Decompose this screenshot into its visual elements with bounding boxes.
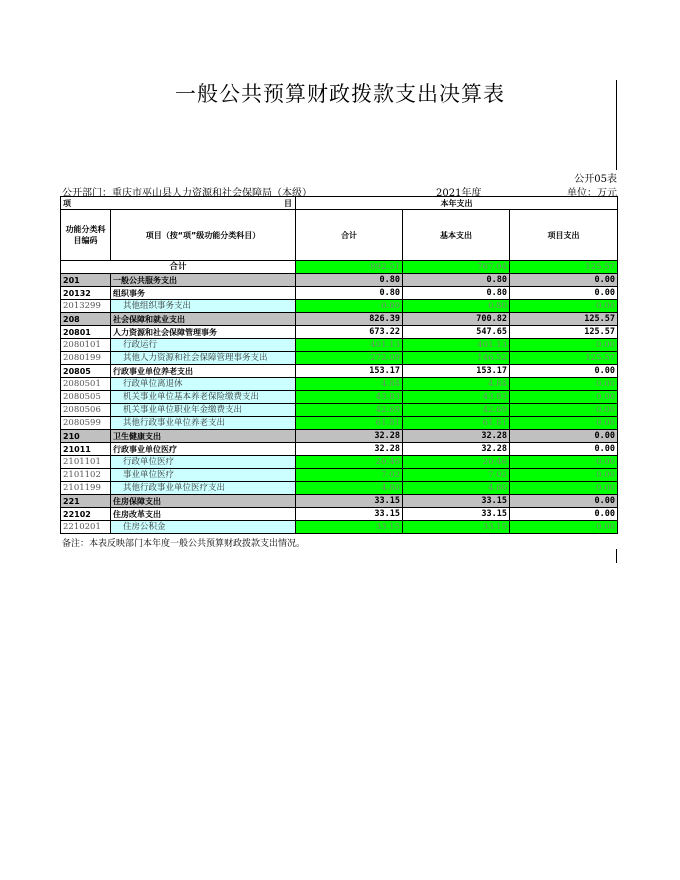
row-project: 0.00 (510, 456, 618, 469)
row-basic: 0.80 (403, 274, 510, 287)
row-total: 32.28 (296, 430, 403, 443)
header-row-1 (61, 197, 618, 210)
row-total: 42.69 (296, 404, 403, 417)
row-total: 61.81 (296, 417, 403, 430)
row-project: 0.00 (510, 443, 618, 456)
row-basic: 0.80 (403, 300, 510, 313)
row-code: 2080505 (61, 391, 111, 404)
table-row (61, 339, 618, 352)
row-code: 208 (61, 313, 111, 326)
current-year-header: 本年支出 (296, 197, 618, 210)
total-label: 合计 (61, 261, 296, 274)
row-code: 2101199 (61, 482, 111, 495)
row-name: 行政单位医疗 (111, 456, 296, 469)
table-row (61, 469, 618, 482)
row-total: 4.84 (296, 378, 403, 391)
row-project: 0.00 (510, 365, 618, 378)
row-total: 33.15 (296, 521, 403, 534)
row-total: 0.80 (296, 300, 403, 313)
year-label: 2021年度 (436, 188, 482, 199)
row-project: 0.00 (510, 469, 618, 482)
table-row (61, 456, 618, 469)
row-name: 其他人力资源和社会保障管理事务支出 (111, 352, 296, 365)
row-total: 401.13 (296, 339, 403, 352)
row-project: 0.00 (510, 287, 618, 300)
total-header: 合计 (296, 210, 403, 261)
row-total: 272.09 (296, 352, 403, 365)
table-row (61, 300, 618, 313)
name-header: 项目（按“项”级功能分类科目） (111, 210, 296, 261)
table-row (61, 352, 618, 365)
row-name: 其他行政事业单位养老支出 (111, 417, 296, 430)
right-border-line (616, 80, 617, 170)
unit-label: 单位：万元 (567, 188, 617, 199)
row-total: 33.15 (296, 508, 403, 521)
row-name: 人力资源和社会保障管理事务 (111, 326, 296, 339)
table-row (61, 391, 618, 404)
row-project: 0.00 (510, 274, 618, 287)
table-row (61, 443, 618, 456)
row-name: 社会保障和就业支出 (111, 313, 296, 326)
table-row (61, 508, 618, 521)
row-name: 住房保障支出 (111, 495, 296, 508)
row-name: 行政事业单位养老支出 (111, 365, 296, 378)
row-basic: 4.80 (403, 482, 510, 495)
table-row (61, 365, 618, 378)
row-total: 32.28 (296, 443, 403, 456)
item-header-right: 目 (284, 198, 292, 208)
row-basic: 33.15 (403, 495, 510, 508)
item-header (61, 197, 296, 210)
row-code: 21011 (61, 443, 111, 456)
table-row (61, 417, 618, 430)
header-row-2 (61, 210, 618, 261)
table-row (61, 378, 618, 391)
table-row (61, 482, 618, 495)
footnote: 备注：本表反映部门本年度一般公共预算财政拨款支出情况。 (62, 539, 306, 549)
row-code: 20805 (61, 365, 111, 378)
row-code: 210 (61, 430, 111, 443)
row-project: 0.00 (510, 430, 618, 443)
row-total: 673.22 (296, 326, 403, 339)
row-name: 机关事业单位基本养老保险缴费支出 (111, 391, 296, 404)
row-project: 0.00 (510, 521, 618, 534)
expenditure-table (60, 196, 618, 534)
row-name: 行政运行 (111, 339, 296, 352)
table-row (61, 521, 618, 534)
total-basic: 767.04 (403, 261, 510, 274)
row-total: 43.83 (296, 391, 403, 404)
row-basic: 153.17 (403, 365, 510, 378)
row-code: 2101102 (61, 469, 111, 482)
row-project: 0.00 (510, 417, 618, 430)
total-project: 125.57 (510, 261, 618, 274)
row-basic: 7.02 (403, 469, 510, 482)
row-basic: 61.81 (403, 417, 510, 430)
row-project: 125.57 (510, 326, 618, 339)
form-code: 公开05表 (574, 174, 617, 185)
total-row (61, 261, 618, 274)
row-basic: 43.83 (403, 391, 510, 404)
row-project: 0.00 (510, 404, 618, 417)
table-row (61, 326, 618, 339)
row-code: 20132 (61, 287, 111, 300)
row-basic: 146.52 (403, 352, 510, 365)
row-basic: 20.46 (403, 456, 510, 469)
row-project: 0.00 (510, 495, 618, 508)
row-total: 153.17 (296, 365, 403, 378)
row-total: 826.39 (296, 313, 403, 326)
row-project: 0.00 (510, 482, 618, 495)
table-row (61, 274, 618, 287)
row-project: 0.00 (510, 300, 618, 313)
row-basic: 32.28 (403, 443, 510, 456)
basic-header: 基本支出 (403, 210, 510, 261)
row-name: 机关事业单位职业年金缴费支出 (111, 404, 296, 417)
row-name: 行政事业单位医疗 (111, 443, 296, 456)
row-name: 事业单位医疗 (111, 469, 296, 482)
row-code: 2013299 (61, 300, 111, 313)
item-header-left: 项 (63, 198, 71, 208)
right-border-tick (616, 549, 617, 563)
row-basic: 0.80 (403, 287, 510, 300)
row-project: 0.00 (510, 508, 618, 521)
project-header: 项目支出 (510, 210, 618, 261)
row-name: 住房改革支出 (111, 508, 296, 521)
row-name: 一般公共服务支出 (111, 274, 296, 287)
row-code: 22102 (61, 508, 111, 521)
row-basic: 700.82 (403, 313, 510, 326)
row-basic: 42.69 (403, 404, 510, 417)
row-project: 0.00 (510, 391, 618, 404)
row-total: 7.02 (296, 469, 403, 482)
row-name: 卫生健康支出 (111, 430, 296, 443)
row-name: 住房公积金 (111, 521, 296, 534)
row-name: 其他行政事业单位医疗支出 (111, 482, 296, 495)
row-name: 其他组织事务支出 (111, 300, 296, 313)
row-code: 2080506 (61, 404, 111, 417)
row-basic: 401.13 (403, 339, 510, 352)
row-code: 2101101 (61, 456, 111, 469)
page-title: 一般公共预算财政拨款支出决算表 (175, 82, 505, 106)
row-basic: 33.15 (403, 508, 510, 521)
row-code: 2080101 (61, 339, 111, 352)
total-sum: 892.51 (296, 261, 403, 274)
row-code: 2210201 (61, 521, 111, 534)
row-name: 行政单位离退休 (111, 378, 296, 391)
row-total: 4.80 (296, 482, 403, 495)
row-total: 33.15 (296, 495, 403, 508)
table-row (61, 313, 618, 326)
row-code: 2080599 (61, 417, 111, 430)
table-row (61, 287, 618, 300)
row-code: 20801 (61, 326, 111, 339)
row-basic: 32.28 (403, 430, 510, 443)
row-code: 2080501 (61, 378, 111, 391)
row-basic: 33.15 (403, 521, 510, 534)
row-total: 0.80 (296, 274, 403, 287)
row-project: 125.57 (510, 313, 618, 326)
row-code: 2080199 (61, 352, 111, 365)
table-row (61, 404, 618, 417)
row-name: 组织事务 (111, 287, 296, 300)
row-project: 125.57 (510, 352, 618, 365)
department-label: 公开部门：重庆市巫山县人力资源和社会保障局（本级） (62, 188, 312, 199)
row-basic: 4.84 (403, 378, 510, 391)
row-project: 0.00 (510, 339, 618, 352)
row-code: 221 (61, 495, 111, 508)
row-total: 0.80 (296, 287, 403, 300)
table-row (61, 495, 618, 508)
table-row (61, 430, 618, 443)
row-code: 201 (61, 274, 111, 287)
code-header: 功能分类科目编码 (61, 210, 111, 261)
row-total: 20.46 (296, 456, 403, 469)
row-project: 0.00 (510, 378, 618, 391)
row-basic: 547.65 (403, 326, 510, 339)
